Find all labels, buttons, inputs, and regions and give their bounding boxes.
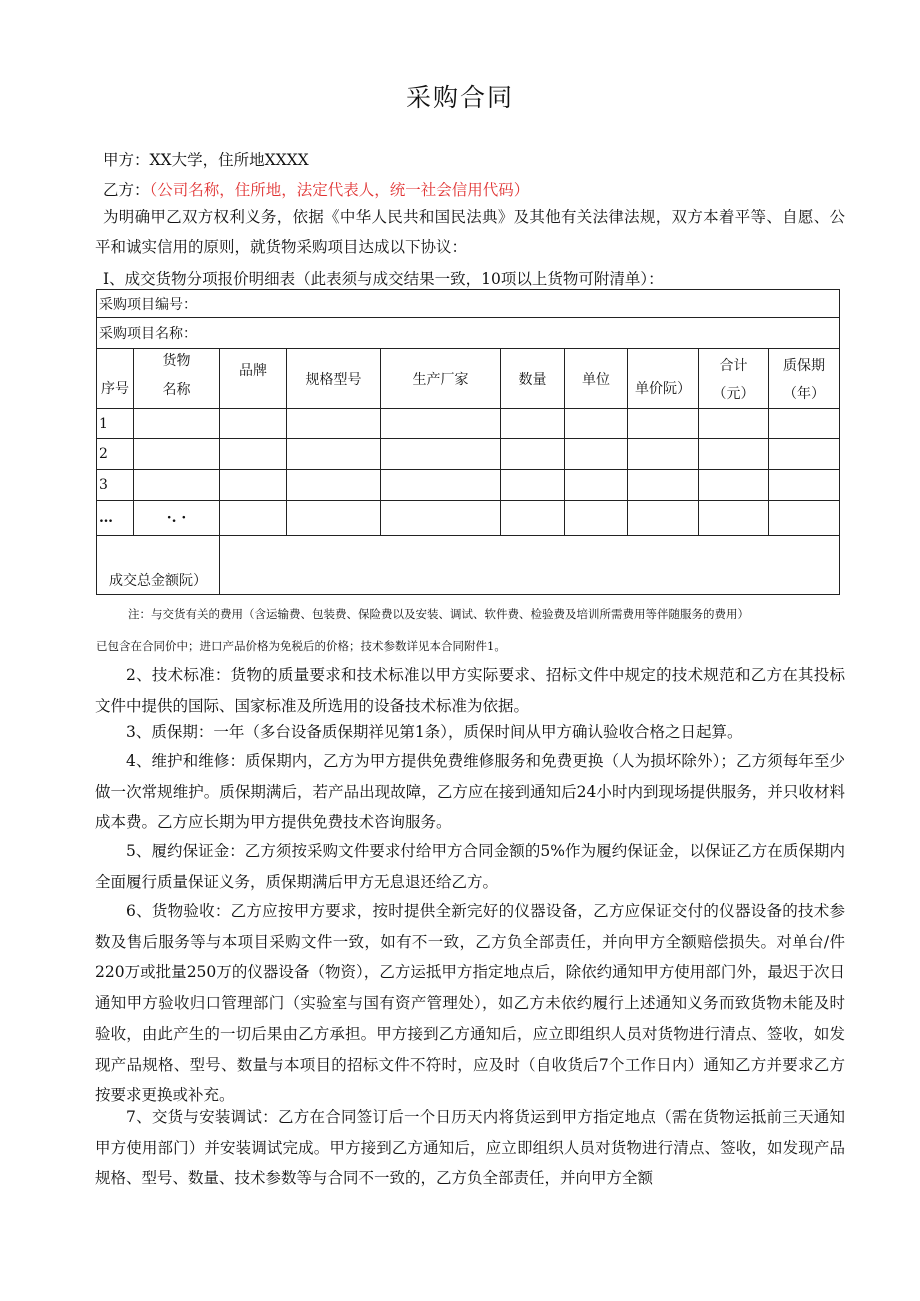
header-warranty: 质保期 （年） [769, 349, 840, 409]
page-title: 采购合同 [405, 83, 514, 112]
header-goods: 货物 名称 [134, 349, 220, 409]
row-seq: 1 [97, 409, 134, 439]
clause-delivery-installation: 7、交货与安装调试：乙方在合同签订后一个日历天内将货运到甲方指定地点（需在货物运抵前三天通知甲方使用部门）并安装调试完成。甲方接到乙方通知后，应立即组织人员对货物进行清点、签收，如发现产品规格、型号、数量、技术参数等与合同不一致的，乙方负全部责任，并向甲方全额 [95, 1108, 845, 1188]
row-goods [134, 470, 220, 501]
party-b-label: 乙方： [103, 181, 150, 199]
total-amount-label: 成交总金额阮） [97, 536, 220, 595]
row-seq: … [97, 501, 134, 536]
project-name-row [97, 318, 840, 349]
total-amount-value [220, 536, 840, 595]
header-brand: 品牌 [220, 349, 287, 409]
row-seq: 2 [97, 439, 134, 470]
table-row [97, 409, 840, 439]
table-header-row [97, 349, 840, 409]
party-a-line: 甲方：XX大学，住所地XXXX [103, 151, 309, 169]
header-qty: 数量 [501, 349, 565, 409]
party-b-placeholder: （公司名称，住所地，法定代表人，统一社会信用代码） [149, 181, 530, 199]
clause-maintenance: 4、维护和维修：质保期内，乙方为甲方提供免费维修服务和免费更换（人为损坏除外）；乙方须每年至少做一次常规维护。质保期满后，若产品出现故障，乙方应在接到通知后24小时内到现场提供服务，并只收材料成本费。乙方应长期为甲方提供免费技术咨询服务。 [95, 752, 845, 832]
row-goods: ·. · [134, 501, 220, 536]
price-detail-table [96, 289, 840, 595]
project-number-label: 采购项目编号： [97, 290, 840, 318]
clause-technical-standard: 2、技术标准：货物的质量要求和技术标准以甲方实际要求、招标文件中规定的技术规范和乙方在其投标文件中提供的国际、国家标准及所选用的设备技术标准为依据。 [95, 666, 845, 715]
fee-note-line2: 已包含在合同价中；进口产品价格为免税后的价格；技术参数详见本合同附件1。 [96, 639, 506, 653]
header-seq: 序号 [97, 349, 134, 409]
intro-paragraph: 为明确甲乙双方权利义务，依据《中华人民共和国民法典》及其他有关法律法规，双方本着平等、自愿、公平和诚实信用的原则，就货物采购项目达成以下协议： [95, 208, 845, 256]
clause-warranty-period: 3、质保期：一年（多台设备质保期祥见第1条），质保时间从甲方确认验收合格之日起算。 [126, 723, 743, 741]
header-maker: 生产厂家 [381, 349, 501, 409]
row-seq: 3 [97, 470, 134, 501]
header-total: 合计 （元） [699, 349, 769, 409]
party-b-line [103, 178, 529, 200]
fee-note-line1: 注：与交货有关的费用（含运输费、包装费、保险费以及安装、调试、软件费、检验费及培训所需费用等伴随服务的费用） [128, 607, 749, 621]
header-unit: 单位 [565, 349, 628, 409]
total-amount-row [97, 536, 840, 595]
table-row [97, 470, 840, 501]
clause-performance-bond: 5、履约保证金：乙方须按采购文件要求付给甲方合同金额的5%作为履约保证金，以保证乙方在质保期内全面履行质量保证义务，质保期满后甲方无息退还给乙方。 [95, 842, 845, 891]
project-name-label: 采购项目名称： [97, 318, 840, 349]
table-row [97, 501, 840, 536]
header-spec: 规格型号 [287, 349, 381, 409]
clause-acceptance: 6、货物验收：乙方应按甲方要求，按时提供全新完好的仪器设备，乙方应保证交付的仪器设备的技术参数及售后服务等与本项目采购文件一致，如有不一致，乙方负全部责任，并向甲方全额赔偿损失。对单台/件220万或批量250万的仪器设备（物资），乙方运抵甲方指定地点后，除依约通知甲方使用部门外，最迟于次日通知甲方验收归口管理部门（实验室与国有资产管理处），如乙方未依约履行上述通知义务而致货物未能及时验收，由此产生的一切后果由乙方承担。甲方接到乙方通知后，应立即组织人员对货物进行清点、签收，如发现产品规格、型号、数量与本项目的招标文件不符时，应及时（自收货后7个工作日内）通知乙方并要求乙方按要求更换或补充。 [95, 902, 845, 1105]
table-row [97, 439, 840, 470]
section1-heading: I、成交货物分项报价明细表（此表须与成交结果一致，10项以上货物可附清单）： [103, 270, 664, 288]
header-unit-price: 单价阮） [628, 349, 699, 409]
row-goods [134, 439, 220, 470]
project-number-row [97, 290, 840, 318]
row-goods [134, 409, 220, 439]
